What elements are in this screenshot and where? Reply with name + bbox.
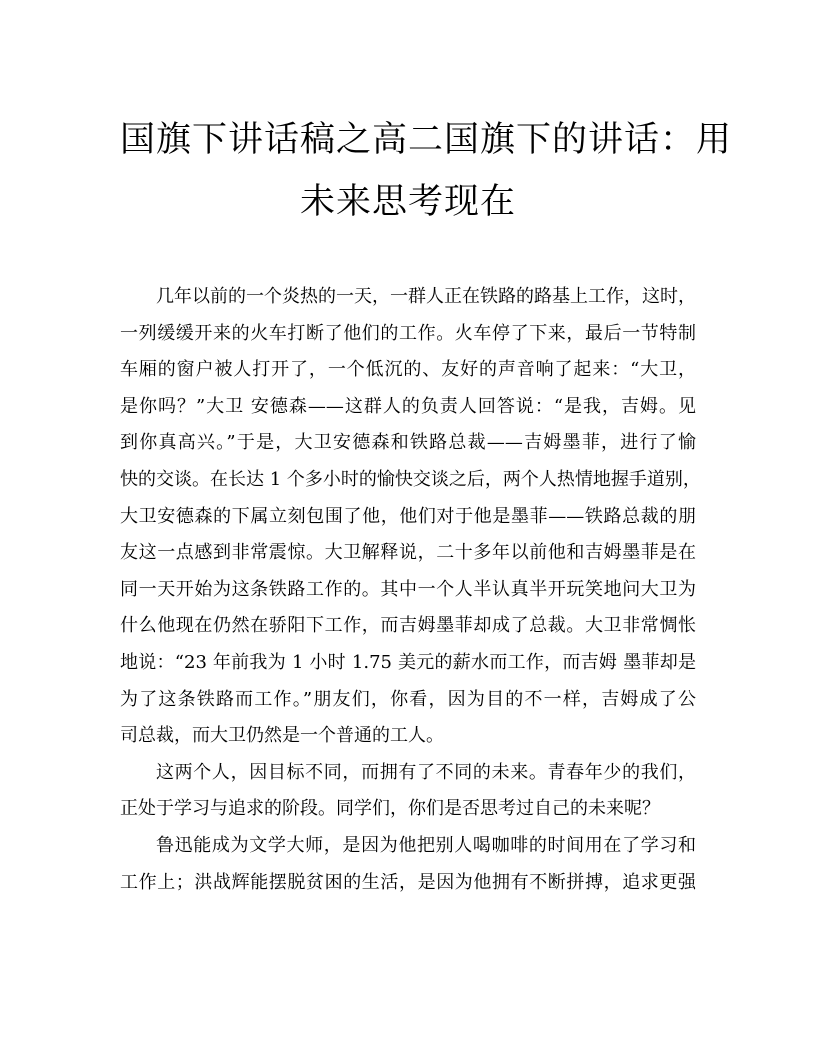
paragraph-line: 车厢的窗户被人打开了，一个低沉的、友好的声音响了起来：“大卫， [120,359,696,381]
paragraph-line: 友这一点感到非常震惊。大卫解释说，二十多年以前他和吉姆墨菲是在 [120,542,696,564]
document-title [120,109,733,233]
paragraph-line: 鲁迅能成为文学大师，是因为他把别人喝咖啡的时间用在了学习和 [156,834,696,856]
paragraph-line: 几年以前的一个炎热的一天，一群人正在铁路的路基上工作，这时， [156,286,696,307]
document-body [120,279,701,901]
paragraph-line: 工作上；洪战辉能摆脱贫困的生活，是因为他拥有不断拼搏，追求更强 [120,871,696,893]
paragraph-3 [120,828,696,901]
paragraph-1 [120,279,701,755]
paragraph-line: 同一天开始为这条铁路工作的。其中一个人半认真半开玩笑地问大卫为 [120,578,696,600]
paragraph-line: 什么他现在仍然在骄阳下工作，而吉姆墨菲却成了总裁。大卫非常惆怅 [120,615,696,637]
paragraph-line: 到你真高兴。”于是，大卫安德森和铁路总裁——吉姆墨菲，进行了愉 [120,432,696,454]
paragraph-2 [120,755,696,828]
paragraph-line: 一列缓缓开来的火车打断了他们的工作。火车停了下来，最后一节特制 [120,322,696,344]
paragraph-line: 快的交谈。在长达 1 个多小时的愉快交谈之后，两个人热情地握手道别， [120,468,701,490]
paragraph-line: 正处于学习与追求的阶段。同学们，你们是否思考过自己的未来呢？ [120,798,660,820]
paragraph-line: 地说：“23 年前我为 1 小时 1.75 美元的薪水而工作，而吉姆 墨菲却是 [120,651,696,673]
paragraph-line: 这两个人，因目标不同，而拥有了不同的未来。青春年少的我们， [156,761,696,783]
paragraph-line: 为了这条铁路而工作。”朋友们，你看，因为目的不一样，吉姆成了公 [120,688,696,710]
paragraph-line: 司总裁，而大卫仍然是一个普通的工人。 [120,725,444,747]
paragraph-line: 是你吗？”大卫 安德森——这群人的负责人回答说：“是我，吉姆。见 [120,395,696,417]
title-line-2: 未来思考现在 [299,182,516,222]
title-line-1: 国旗下讲话稿之高二国旗下的讲话：用 [120,120,733,160]
paragraph-line: 大卫安德森的下属立刻包围了他，他们对于他是墨菲——铁路总裁的朋 [120,505,696,527]
